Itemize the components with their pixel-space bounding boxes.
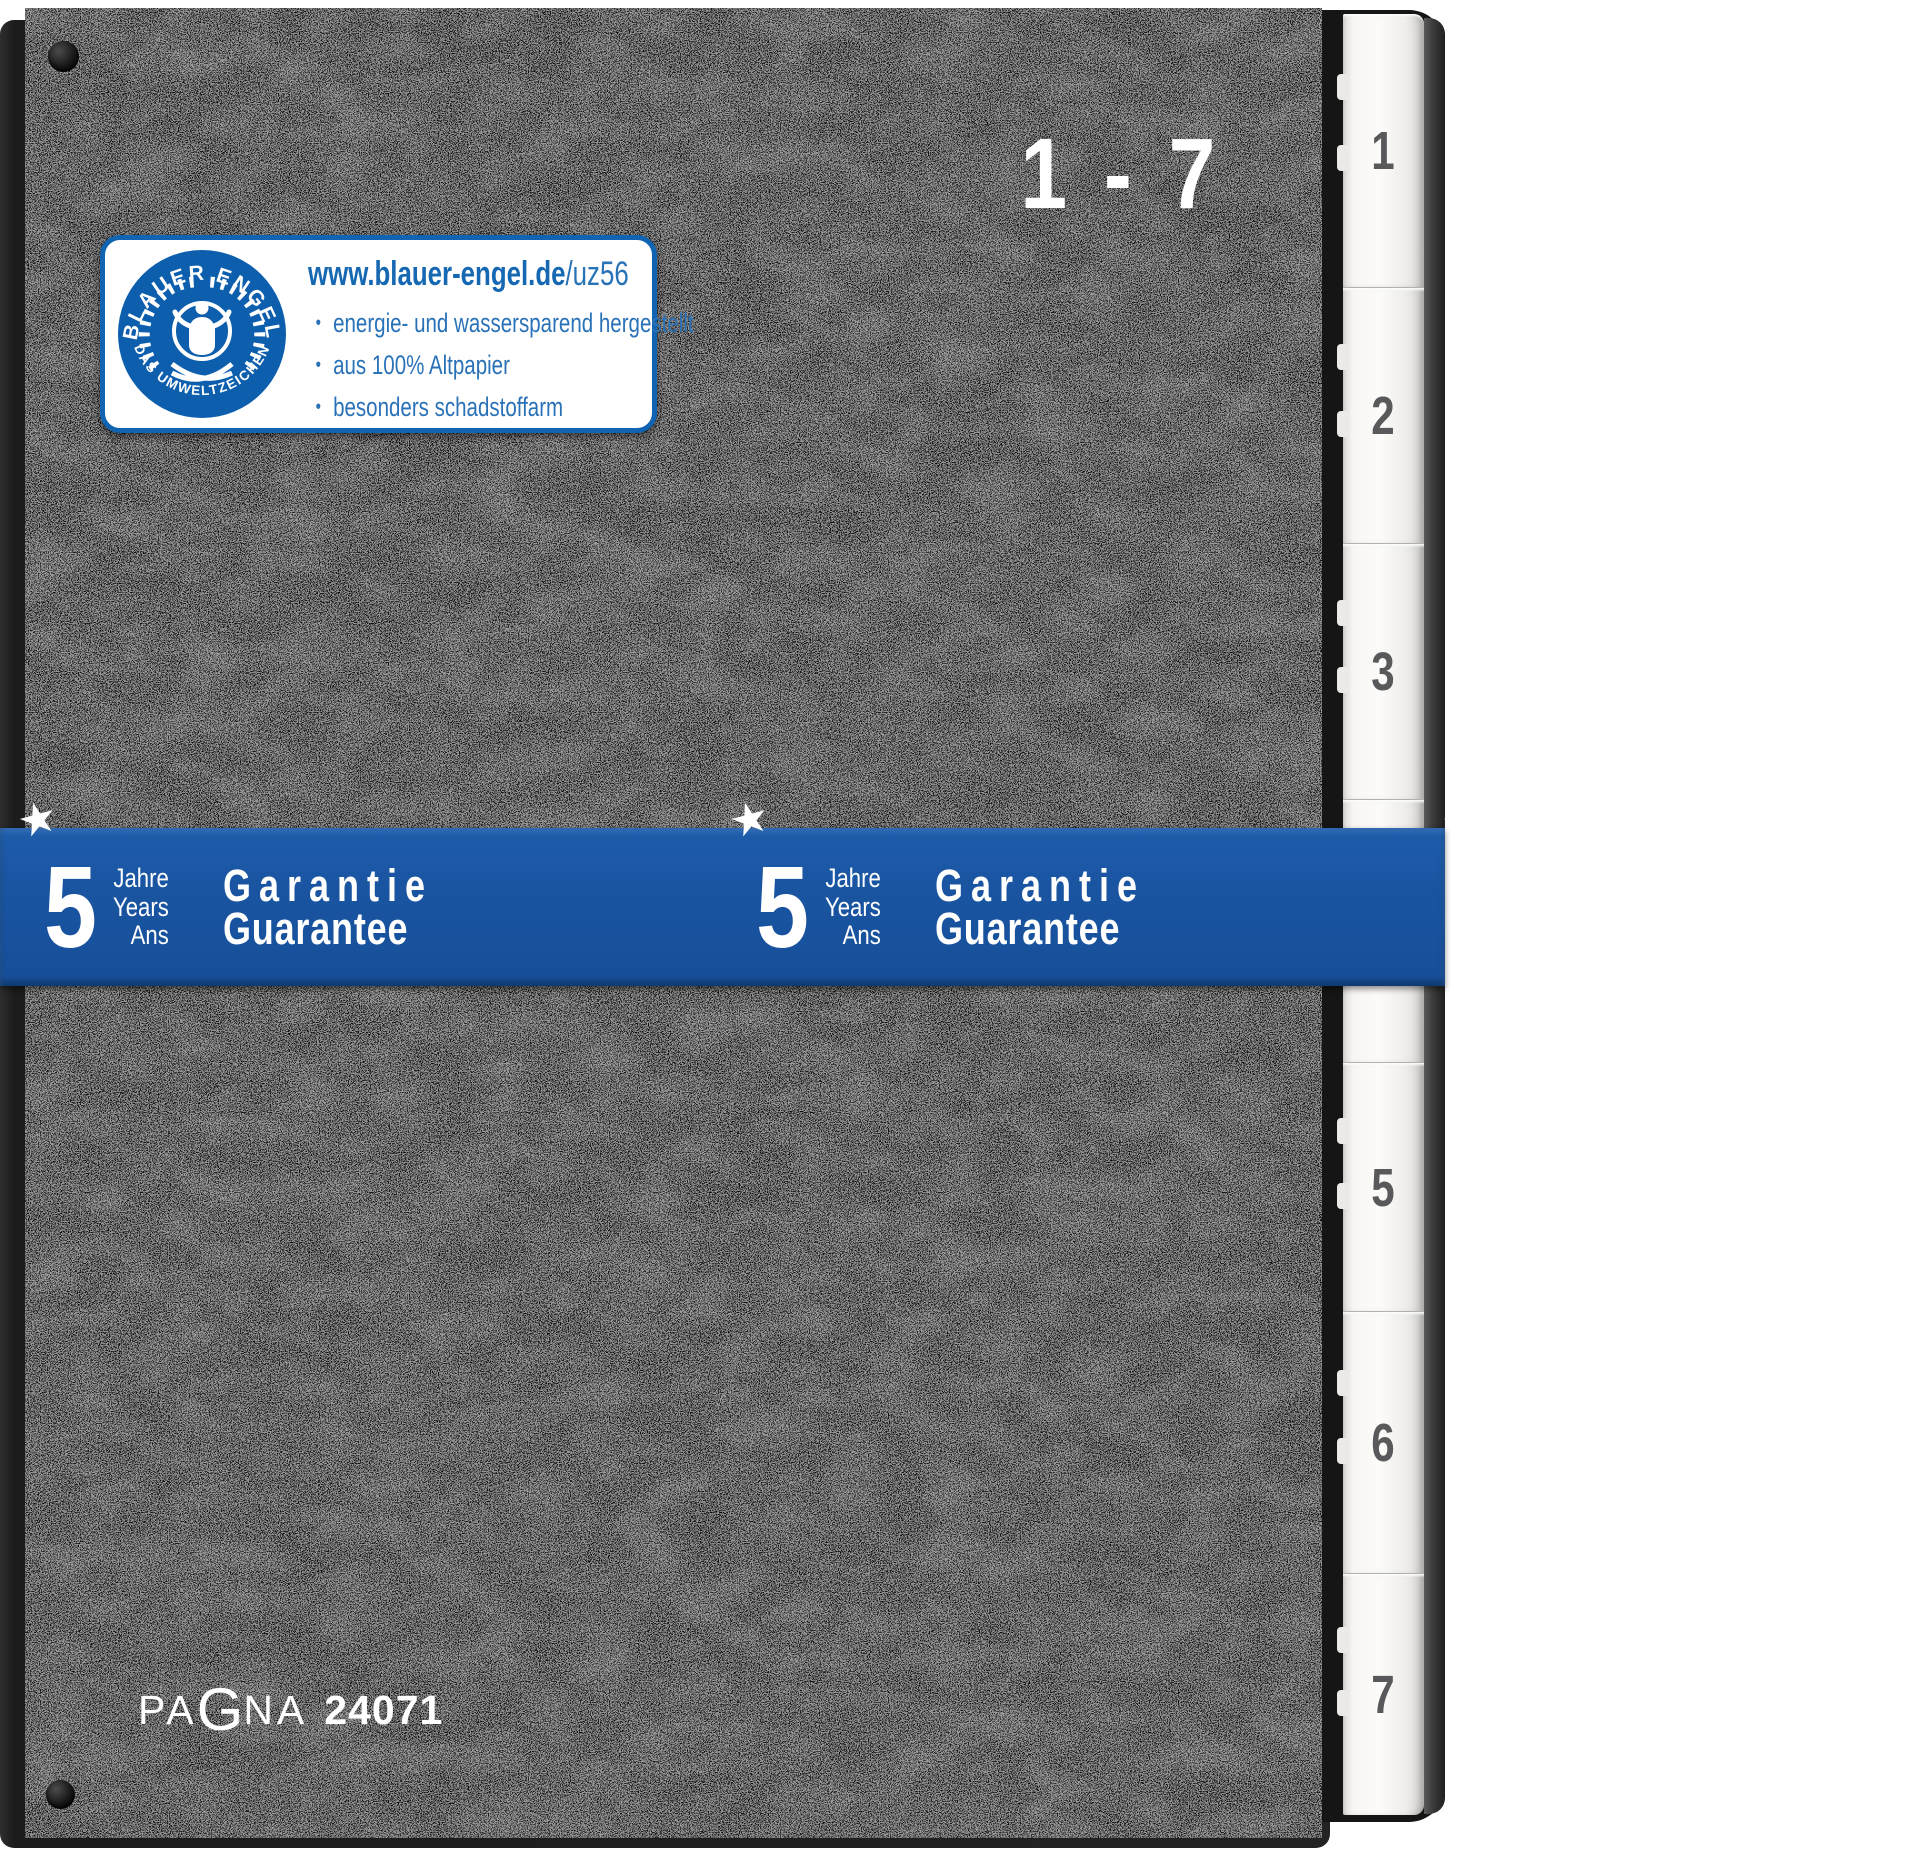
guarantee-word-de: Garantie xyxy=(222,859,433,911)
tab-number: 7 xyxy=(1371,1664,1396,1725)
years-word-fr: Ans xyxy=(1554,920,1593,951)
guarantee-band xyxy=(0,790,1857,986)
guarantee-unit xyxy=(724,790,1197,972)
tab-number: 6 xyxy=(1371,1413,1396,1473)
eco-label-url xyxy=(308,254,642,294)
eco-label-bullet-text: aus 100% Altpapier xyxy=(333,350,510,380)
eco-label-bullet-2 xyxy=(308,344,642,386)
guarantee-word-en: Guarantee xyxy=(934,902,1121,954)
index-tab-2 xyxy=(1343,287,1424,544)
seal-bottom-arc-text: DAS UMWELTZEICHEN xyxy=(131,342,273,399)
cover-range-label: 1 - 7 xyxy=(1020,118,1222,230)
guarantee-5-years xyxy=(12,790,181,972)
guarantee-unit xyxy=(12,790,485,972)
guarantee-5-years xyxy=(724,790,893,972)
tab-number: 3 xyxy=(1371,642,1396,702)
tab-number: 1 xyxy=(1371,120,1396,181)
guarantee-5-years xyxy=(1436,790,1605,972)
star-icon: ★ xyxy=(1436,790,1488,849)
guarantee-wordmark xyxy=(1646,859,1857,954)
guarantee-word-de: Garantie xyxy=(934,859,1145,911)
guarantee-unit xyxy=(1436,790,1909,972)
brand-part-g: G xyxy=(196,1676,244,1743)
bullet-icon: • xyxy=(315,396,321,418)
article-number: 24071 xyxy=(324,1686,444,1733)
brand-part-na: NA xyxy=(243,1686,309,1733)
guarantee-wordmark xyxy=(934,859,1145,954)
eco-label-bullet-text: energie- und wassersparend hergestellt xyxy=(333,308,694,338)
eco-label-bullet-text: besonders schadstoffarm xyxy=(333,392,564,422)
eco-label-bullet-1 xyxy=(308,302,694,344)
years-word-en: Years xyxy=(112,891,169,922)
binding-rivet-bottom xyxy=(46,1780,75,1809)
star-icon: ★ xyxy=(12,790,63,849)
years-word-de: Jahre xyxy=(1537,863,1593,894)
years-word-en: Years xyxy=(824,891,881,922)
guarantee-number: 5 xyxy=(756,841,810,972)
index-tab-1 xyxy=(1343,14,1424,287)
years-word-fr: Ans xyxy=(842,920,881,951)
eco-label-text-block xyxy=(308,254,694,428)
guarantee-word-en: Guarantee xyxy=(1646,902,1833,954)
star-icon: ★ xyxy=(724,790,776,849)
years-word-en: Years xyxy=(1536,891,1593,922)
eco-label-bullet-3 xyxy=(308,386,642,428)
bullet-icon: • xyxy=(315,312,321,334)
tab-number: 5 xyxy=(1371,1157,1396,1218)
bullet-icon: • xyxy=(315,354,321,376)
eco-label-url-suffix: /uz56 xyxy=(565,255,629,293)
guarantee-years-words xyxy=(113,864,169,950)
tab-number: 2 xyxy=(1371,386,1396,446)
years-word-de: Jahre xyxy=(825,863,881,894)
index-tab-7 xyxy=(1343,1573,1424,1815)
blauer-engel-label xyxy=(100,235,694,433)
guarantee-word-de: Garantie xyxy=(1646,859,1857,911)
blauer-engel-seal-icon xyxy=(117,249,287,419)
brand-logo xyxy=(138,1676,444,1743)
binding-rivet-top xyxy=(48,41,79,72)
guarantee-number: 5 xyxy=(1468,841,1522,972)
eco-label-url-domain: www.blauer-engel.de xyxy=(308,255,566,293)
brand-part-pa: PA xyxy=(138,1686,198,1733)
years-word-fr: Ans xyxy=(130,920,169,951)
years-word-de: Jahre xyxy=(112,863,169,894)
guarantee-years-words xyxy=(825,864,881,950)
index-tab-5 xyxy=(1343,1062,1424,1312)
guarantee-years-words xyxy=(1537,864,1593,950)
guarantee-wordmark xyxy=(222,859,433,954)
index-tab-3 xyxy=(1343,543,1424,800)
guarantee-word-en: Guarantee xyxy=(222,902,408,954)
seal-top-arc-text: BLAUER ENGEL xyxy=(118,261,286,342)
eco-label-bullet-list xyxy=(308,302,694,428)
guarantee-number: 5 xyxy=(44,841,97,972)
index-tab-6 xyxy=(1343,1311,1424,1574)
